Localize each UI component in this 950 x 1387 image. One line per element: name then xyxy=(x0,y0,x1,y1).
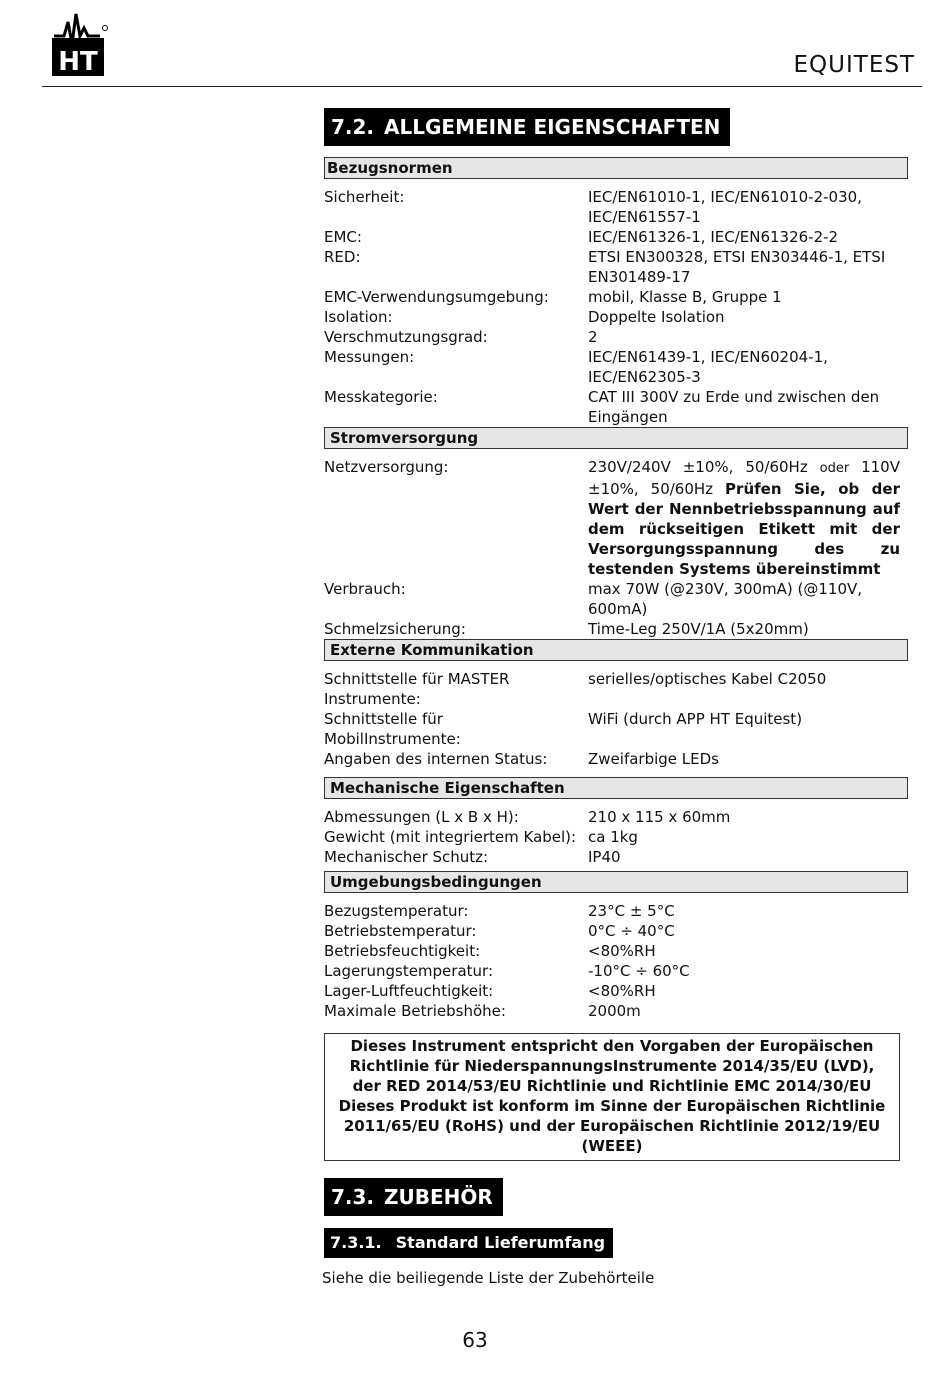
spec-row xyxy=(324,1001,908,1021)
spec-row xyxy=(324,669,908,709)
spec-value: IEC/EN61326-1, IEC/EN61326-2-2 xyxy=(588,228,839,246)
spec-label: Mechanischer Schutz: xyxy=(324,848,489,866)
spec-label: EMC-Verwendungsumgebung: xyxy=(324,288,549,306)
spec-row xyxy=(324,287,908,307)
stromversorgung-table xyxy=(324,457,908,639)
spec-value: CAT III 300V zu Erde und zwischen den Eingängen xyxy=(588,388,880,426)
page-number: 63 xyxy=(462,1328,488,1352)
spec-label: Schnittstelle für MASTER Instrumente: xyxy=(324,670,510,708)
page-content xyxy=(324,108,908,1288)
conformity-notice xyxy=(324,1033,900,1161)
spec-value: IEC/EN61439-1, IEC/EN60204-1, IEC/EN62305-3 xyxy=(588,348,828,386)
spec-row xyxy=(324,749,908,769)
section-number: 7.3. xyxy=(331,1185,375,1209)
notice-line-1: Dieses Instrument entspricht den Vorgaben der Europäischen Richtlinie für NiederspannungsInstrumente 2014/35/EU (LVD), der RED 2014/53/EU Richtlinie und Richtlinie EMC 2014/30/EU xyxy=(349,1037,875,1095)
mechanisch-table xyxy=(324,807,908,867)
section-heading-7-3-1 xyxy=(324,1228,613,1258)
spec-row xyxy=(324,327,908,347)
spec-value: <80%RH xyxy=(588,982,656,1000)
spec-value xyxy=(588,457,900,579)
spec-row xyxy=(324,981,908,1001)
spec-label: Verbrauch: xyxy=(324,580,406,598)
section-title: Standard Lieferumfang xyxy=(395,1233,606,1252)
spec-label: Abmessungen (L x B x H): xyxy=(324,808,519,826)
notice-line-2: Dieses Produkt ist konform im Sinne der Europäischen Richtlinie 2011/65/EU (RoHS) und der Europäischen Richtlinie 2012/19/EU (WEEE) xyxy=(338,1097,886,1155)
spec-value: 210 x 115 x 60mm xyxy=(588,808,731,826)
spec-row xyxy=(324,961,908,981)
bezugsnormen-header: Bezugsnormen xyxy=(324,157,908,179)
spec-label: EMC: xyxy=(324,228,362,246)
spec-value: mobil, Klasse B, Gruppe 1 xyxy=(588,288,782,306)
netz-value-part2: 110V ±10%, 50/60Hz xyxy=(588,458,900,498)
spec-value: 2000m xyxy=(588,1002,641,1020)
spec-label: Sicherheit: xyxy=(324,188,405,206)
netz-value-oder: oder xyxy=(819,461,850,476)
spec-label: Netzversorgung: xyxy=(324,458,449,476)
spec-row xyxy=(324,387,908,427)
spec-label: Lagerungstemperatur: xyxy=(324,962,493,980)
page-header xyxy=(0,0,950,90)
zubehoer-paragraph: Siehe die beiliegende Liste der Zubehörteile xyxy=(322,1269,655,1287)
spec-value: ca 1kg xyxy=(588,828,638,846)
spec-value: Zweifarbige LEDs xyxy=(588,750,719,768)
section-number: 7.3.1. xyxy=(330,1233,382,1252)
spec-value: -10°C ÷ 60°C xyxy=(588,962,690,980)
spec-value: <80%RH xyxy=(588,942,656,960)
section-heading-7-2 xyxy=(324,108,730,146)
spec-value: 2 xyxy=(588,328,598,346)
spec-row xyxy=(324,579,908,619)
spec-row xyxy=(324,227,908,247)
section-title: ZUBEHÖR xyxy=(384,1185,493,1209)
spec-label: Bezugstemperatur: xyxy=(324,902,469,920)
spec-label: Betriebsfeuchtigkeit: xyxy=(324,942,481,960)
spec-label: Angaben des internen Status: xyxy=(324,750,548,768)
spec-row xyxy=(324,347,908,387)
section-heading-7-3 xyxy=(324,1178,503,1216)
umgebung-header: Umgebungsbedingungen xyxy=(324,871,908,893)
ht-logo xyxy=(50,8,108,78)
mechanisch-header: Mechanische Eigenschaften xyxy=(324,777,908,799)
spec-row xyxy=(324,901,908,921)
spec-row xyxy=(324,307,908,327)
spec-label: Messkategorie: xyxy=(324,388,438,406)
spec-row xyxy=(324,847,908,867)
spec-value: IP40 xyxy=(588,848,621,866)
spec-label: Messungen: xyxy=(324,348,415,366)
netz-value-note: Prüfen Sie, ob der Wert der Nennbetriebsspannung auf dem rückseitigen Etikett mit der Versorgungsspannung des zu testenden Systems übereinstimmt xyxy=(588,480,900,578)
spec-row xyxy=(324,827,908,847)
spec-row xyxy=(324,187,908,227)
spec-label: Verschmutzungsgrad: xyxy=(324,328,488,346)
spec-value: max 70W (@230V, 300mA) (@110V, 600mA) xyxy=(588,580,863,618)
header-divider xyxy=(42,86,922,87)
bezugsnormen-table xyxy=(324,187,908,427)
spec-label: RED: xyxy=(324,248,361,266)
section-title: ALLGEMEINE EIGENSCHAFTEN xyxy=(384,115,721,139)
spec-row xyxy=(324,941,908,961)
spec-value: WiFi (durch APP HT Equitest) xyxy=(588,710,803,728)
section-number: 7.2. xyxy=(331,115,375,139)
spec-row xyxy=(324,247,908,287)
svg-text:HT: HT xyxy=(58,47,98,77)
spec-label: Maximale Betriebshöhe: xyxy=(324,1002,506,1020)
spec-value: Doppelte Isolation xyxy=(588,308,725,326)
kommunikation-table xyxy=(324,669,908,769)
product-title: EQUITEST xyxy=(793,52,915,78)
spec-value: Time-Leg 250V/1A (5x20mm) xyxy=(588,620,809,638)
spec-label: Schmelzsicherung: xyxy=(324,620,466,638)
spec-label: Lager-Luftfeuchtigkeit: xyxy=(324,982,494,1000)
spec-row xyxy=(324,709,908,749)
spec-row xyxy=(324,619,908,639)
spec-value: IEC/EN61010-1, IEC/EN61010-2-030, IEC/EN61557-1 xyxy=(588,188,862,226)
spec-value: 23°C ± 5°C xyxy=(588,902,675,920)
umgebung-table xyxy=(324,901,908,1021)
spec-label: Schnittstelle für MobilInstrumente: xyxy=(324,710,461,748)
spec-row xyxy=(324,921,908,941)
netz-value-part1: 230V/240V ±10%, 50/60Hz xyxy=(588,458,808,476)
spec-label: Isolation: xyxy=(324,308,393,326)
spec-row xyxy=(324,807,908,827)
kommunikation-header: Externe Kommunikation xyxy=(324,639,908,661)
stromversorgung-header: Stromversorgung xyxy=(324,427,908,449)
spec-label: Betriebstemperatur: xyxy=(324,922,477,940)
spec-value: serielles/optisches Kabel C2050 xyxy=(588,670,827,688)
spec-value: ETSI EN300328, ETSI EN303446-1, ETSI EN301489-17 xyxy=(588,248,886,286)
spec-value: 0°C ÷ 40°C xyxy=(588,922,675,940)
spec-label: Gewicht (mit integriertem Kabel): xyxy=(324,828,577,846)
spec-row xyxy=(324,457,908,579)
